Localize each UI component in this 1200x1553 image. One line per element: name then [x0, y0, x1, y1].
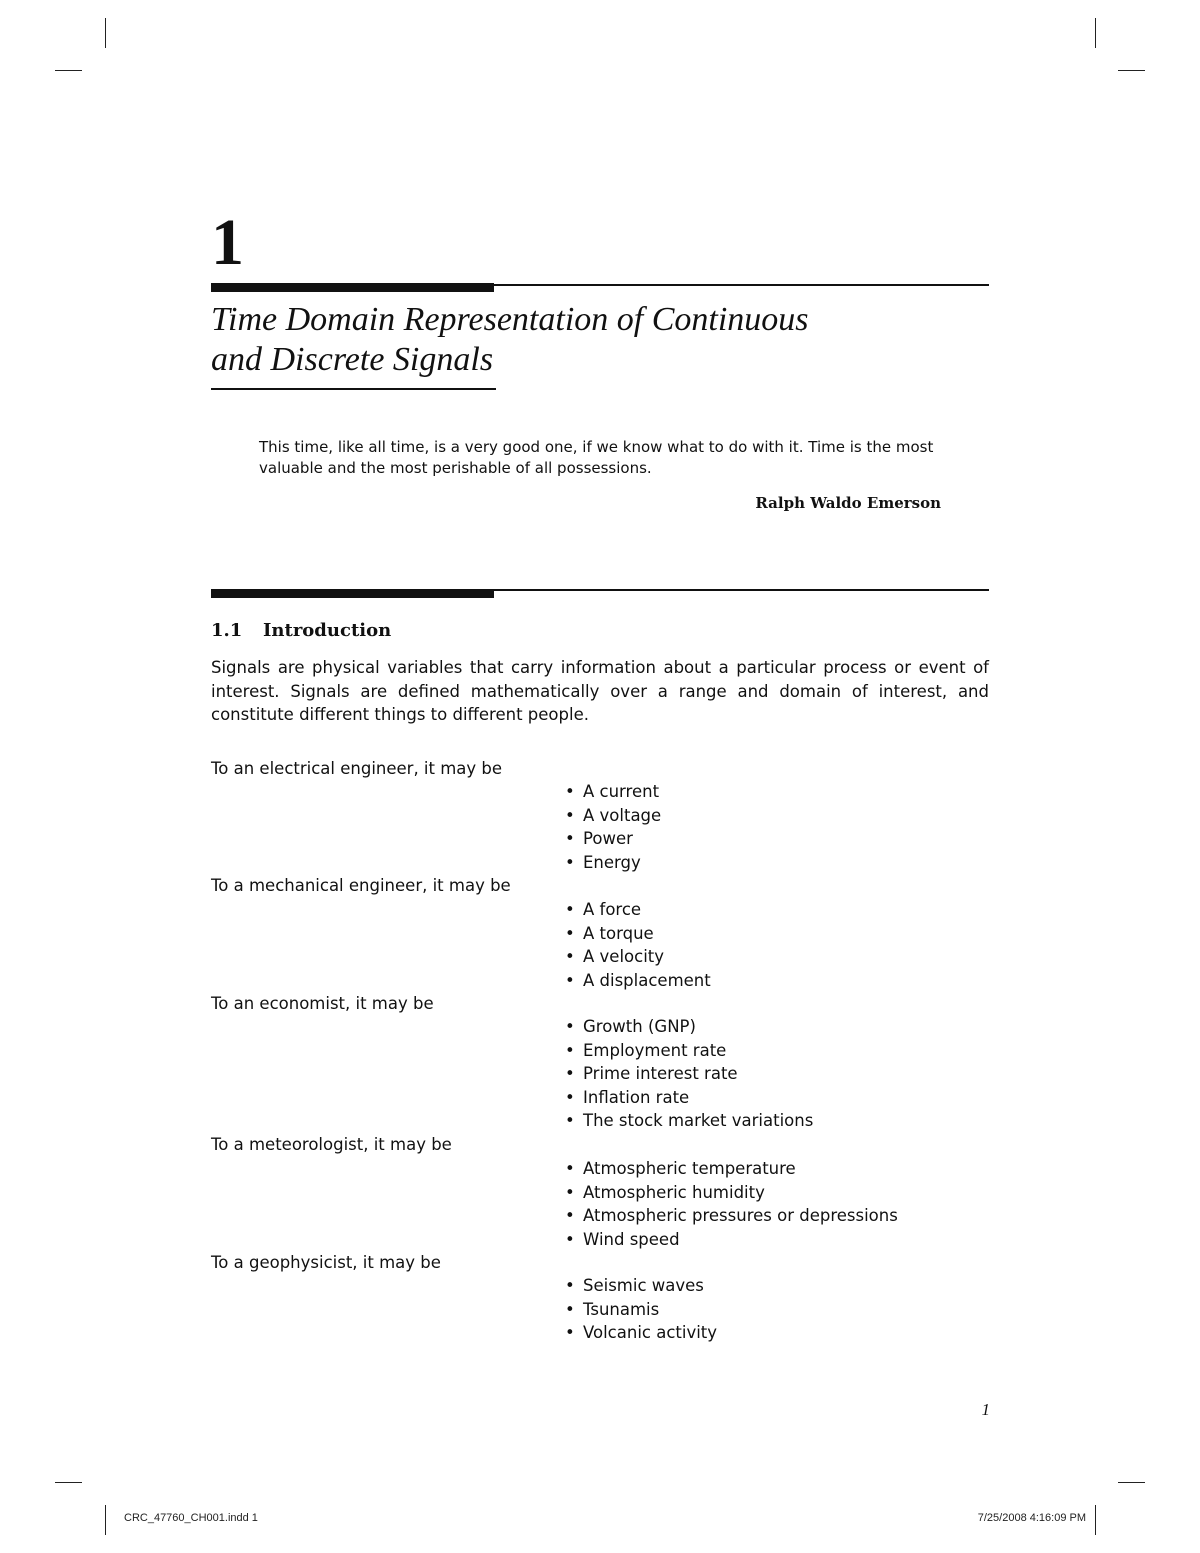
bullet-icon: •	[565, 1299, 575, 1319]
section-heading	[211, 619, 391, 643]
epigraph-author: Ralph Waldo Emerson	[755, 494, 941, 512]
list-item: • A force	[565, 898, 711, 922]
list-item: • Atmospheric temperature	[565, 1157, 898, 1181]
crop-mark	[55, 1482, 82, 1483]
list-item: • Wind speed	[565, 1228, 898, 1252]
page-number: 1	[981, 1400, 990, 1419]
list-item: • A voltage	[565, 804, 661, 828]
list-item: • Seismic waves	[565, 1274, 717, 1298]
crop-mark	[1095, 18, 1096, 48]
bullet-icon: •	[565, 782, 575, 801]
section-title: Introduction	[263, 620, 392, 641]
list-item: • Atmospheric humidity	[565, 1181, 898, 1205]
list-item: • Employment rate	[565, 1039, 813, 1063]
bullet-list	[565, 1274, 717, 1345]
bullet-icon: •	[565, 1276, 575, 1295]
bullet-icon: •	[565, 947, 575, 966]
section-rule-thick	[211, 589, 494, 598]
bullet-icon: •	[565, 805, 575, 825]
list-item: • Volcanic activity	[565, 1321, 717, 1345]
chapter-rule-thin	[494, 284, 989, 286]
list-item: • Tsunamis	[565, 1298, 717, 1322]
footer-timestamp: 7/25/2008 4:16:09 PM	[977, 1512, 1086, 1524]
bullet-icon: •	[565, 1323, 575, 1342]
chapter-title-line-2: and Discrete Signals	[211, 341, 494, 378]
bullet-icon: •	[565, 1182, 575, 1202]
bullet-icon: •	[565, 900, 575, 919]
group-lead: To a geophysicist, it may be	[211, 1253, 441, 1272]
section-rule-thin	[494, 589, 989, 591]
bullet-icon: •	[565, 852, 575, 872]
crop-mark	[1118, 70, 1145, 71]
bullet-icon: •	[565, 1040, 575, 1060]
list-item: • Atmospheric pressures or depressions	[565, 1204, 898, 1228]
list-item: • The stock market variations	[565, 1109, 813, 1133]
section-number: 1.1	[211, 620, 243, 641]
crop-mark	[55, 70, 82, 71]
epigraph-text: This time, like all time, is a very good one, if we know what to do with it. Time is the most valuable and the most perishable of all possessions.	[259, 438, 934, 477]
group-lead: To an electrical engineer, it may be	[211, 759, 503, 778]
footer-file-slug: CRC_47760_CH001.indd 1	[124, 1512, 258, 1524]
bullet-icon: •	[565, 1159, 575, 1178]
list-item: • A displacement	[565, 969, 711, 993]
list-item: • Inflation rate	[565, 1086, 813, 1110]
crop-mark	[1095, 1505, 1096, 1535]
bullet-icon: •	[565, 1087, 575, 1107]
chapter-title-line-1: Time Domain Representation of Continuous	[211, 301, 809, 338]
list-item: • A torque	[565, 922, 711, 946]
bullet-icon: •	[565, 1111, 575, 1130]
group-lead: To a meteorologist, it may be	[211, 1135, 452, 1154]
list-item: • Power	[565, 827, 661, 851]
list-item: • Growth (GNP)	[565, 1015, 813, 1039]
bullet-icon: •	[565, 923, 575, 943]
bullet-list	[565, 898, 711, 992]
bullet-icon: •	[565, 1229, 575, 1249]
list-item: • Energy	[565, 851, 661, 875]
chapter-rule-thick	[211, 283, 494, 292]
bullet-icon: •	[565, 829, 575, 848]
chapter-number: 1	[211, 206, 244, 279]
crop-mark	[1118, 1482, 1145, 1483]
bullet-icon: •	[565, 1017, 575, 1036]
bullet-list	[565, 1157, 898, 1251]
bullet-icon: •	[565, 1206, 575, 1225]
crop-mark	[105, 1505, 106, 1535]
title-underline	[211, 388, 496, 390]
bullet-list	[565, 1015, 813, 1133]
bullet-icon: •	[565, 1064, 575, 1083]
list-item: • Prime interest rate	[565, 1062, 813, 1086]
intro-paragraph: Signals are physical variables that carry information about a particular process or event of interest. Signals are defined mathematically over a range and domain of interest, and constitute different things to different people.	[211, 658, 989, 724]
list-item: • A velocity	[565, 945, 711, 969]
chapter-title	[211, 300, 971, 380]
bullet-icon: •	[565, 970, 575, 990]
group-lead: To an economist, it may be	[211, 994, 434, 1013]
group-lead: To a mechanical engineer, it may be	[211, 876, 511, 895]
list-item: • A current	[565, 780, 661, 804]
bullet-list	[565, 780, 661, 874]
crop-mark	[105, 18, 106, 48]
